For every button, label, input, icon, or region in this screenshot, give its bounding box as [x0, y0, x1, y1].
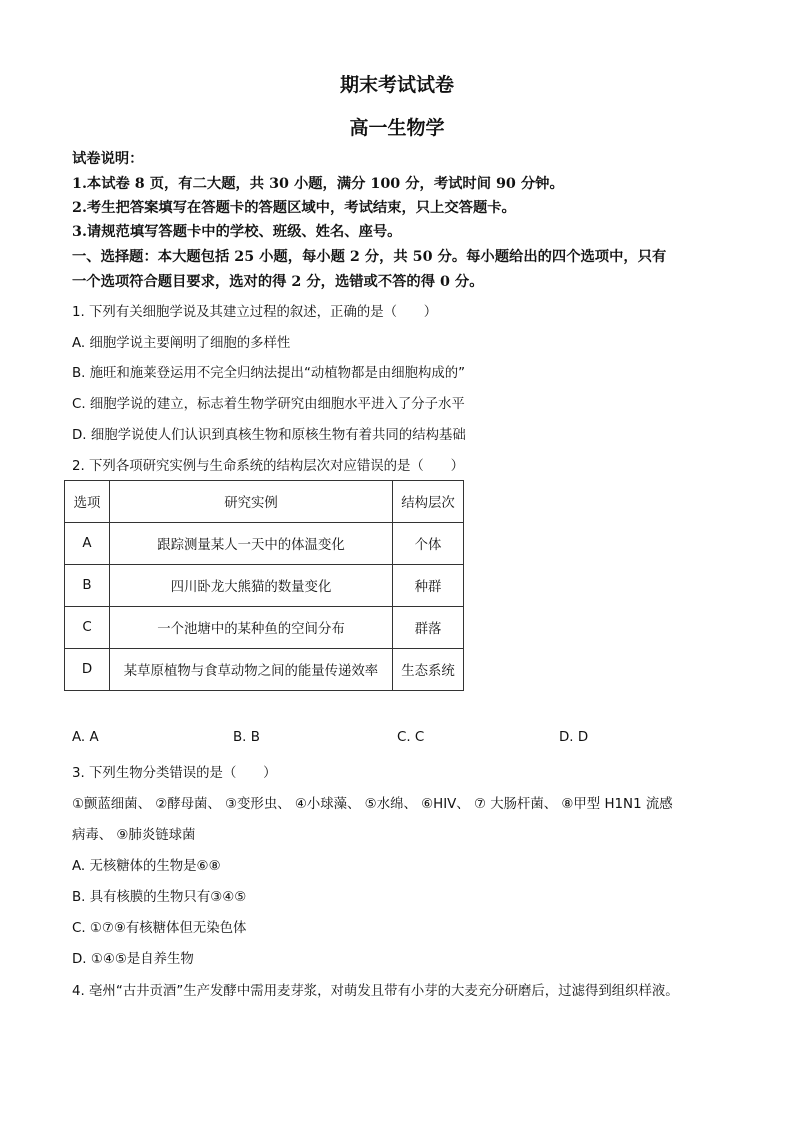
table-row [65, 565, 464, 607]
question-2-option-b: B. B [233, 730, 260, 745]
table-row [65, 607, 464, 649]
instruction-item: 3.请规范填写答题卡中的学校、班级、姓名、座号。 [72, 224, 402, 240]
table-header-cell: 选项 [65, 481, 110, 523]
section-heading: 一、选择题：本大题包括 25 小题，每小题 2 分，共 50 分。每小题给出的四个选项中，只有 [72, 249, 667, 265]
question-3-option-a: A. 无核糖体的生物是⑥⑧ [72, 859, 221, 874]
table-row [65, 649, 464, 691]
question-1-option-d: D. 细胞学说使人们认识到真核生物和原核生物有着共同的结构基础 [72, 428, 466, 443]
table-header-cell: 结构层次 [393, 481, 464, 523]
instructions-heading: 试卷说明： [72, 151, 144, 167]
question-2-table [64, 480, 464, 691]
exam-title: 期末考试试卷 [339, 74, 454, 96]
table-cell: 个体 [393, 523, 464, 565]
table-cell: 四川卧龙大熊猫的数量变化 [110, 565, 393, 607]
instruction-item: 2.考生把答案填写在答题卡的答题区域中，考试结束，只上交答题卡。 [72, 200, 516, 216]
table-cell: 某草原植物与食草动物之间的能量传递效率 [110, 649, 393, 691]
question-3-option-c: C. ①⑦⑨有核糖体但无染色体 [72, 921, 247, 936]
table-header-cell: 研究实例 [110, 481, 393, 523]
table-row [65, 523, 464, 565]
table-header-row [65, 481, 464, 523]
table-cell: 一个池塘中的某种鱼的空间分布 [110, 607, 393, 649]
question-1-stem: 1. 下列有关细胞学说及其建立过程的叙述，正确的是（ ） [72, 305, 438, 320]
table-cell: D [65, 649, 110, 691]
question-3-option-d: D. ①④⑤是自养生物 [72, 952, 194, 967]
question-3-stem: 3. 下列生物分类错误的是（ ） [72, 766, 277, 781]
question-3-list: ①颤蓝细菌、 ②酵母菌、 ③变形虫、 ④小球藻、 ⑤水绵、 ⑥HIV、 ⑦ 大肠杆菌、 ⑧甲型 H1N1 流感 [72, 797, 673, 812]
question-2-option-a: A. A [72, 730, 99, 745]
table-cell: B [65, 565, 110, 607]
question-2-option-c: C. C [397, 730, 425, 745]
question-4-stem: 4. 亳州“古井贡酒”生产发酵中需用麦芽浆，对萌发且带有小芽的大麦充分研磨后，过滤得到组织样液。 [72, 984, 679, 999]
question-2-option-d: D. D [559, 730, 589, 745]
table-cell: 生态系统 [393, 649, 464, 691]
table-cell: A [65, 523, 110, 565]
section-heading-cont: 一个选项符合题目要求，选对的得 2 分，选错或不答的得 0 分。 [72, 274, 484, 290]
instruction-item: 1.本试卷 8 页，有二大题，共 30 小题，满分 100 分，考试时间 90 分钟。 [72, 176, 564, 192]
question-1-option-b: B. 施旺和施莱登运用不完全归纳法提出“动植物都是由细胞构成的” [72, 366, 466, 381]
question-3-option-b: B. 具有核膜的生物只有③④⑤ [72, 890, 247, 905]
question-1-option-a: A. 细胞学说主要阐明了细胞的多样性 [72, 336, 291, 351]
exam-subject: 高一生物学 [349, 117, 445, 139]
question-1-option-c: C. 细胞学说的建立，标志着生物学研究由细胞水平进入了分子水平 [72, 397, 465, 412]
table-cell: 种群 [393, 565, 464, 607]
table-cell: 群落 [393, 607, 464, 649]
table-cell: 跟踪测量某人一天中的体温变化 [110, 523, 393, 565]
table-cell: C [65, 607, 110, 649]
question-3-list-cont: 病毒、 ⑨肺炎链球菌 [72, 828, 196, 843]
question-2-stem: 2. 下列各项研究实例与生命系统的结构层次对应错误的是（ ） [72, 459, 464, 474]
